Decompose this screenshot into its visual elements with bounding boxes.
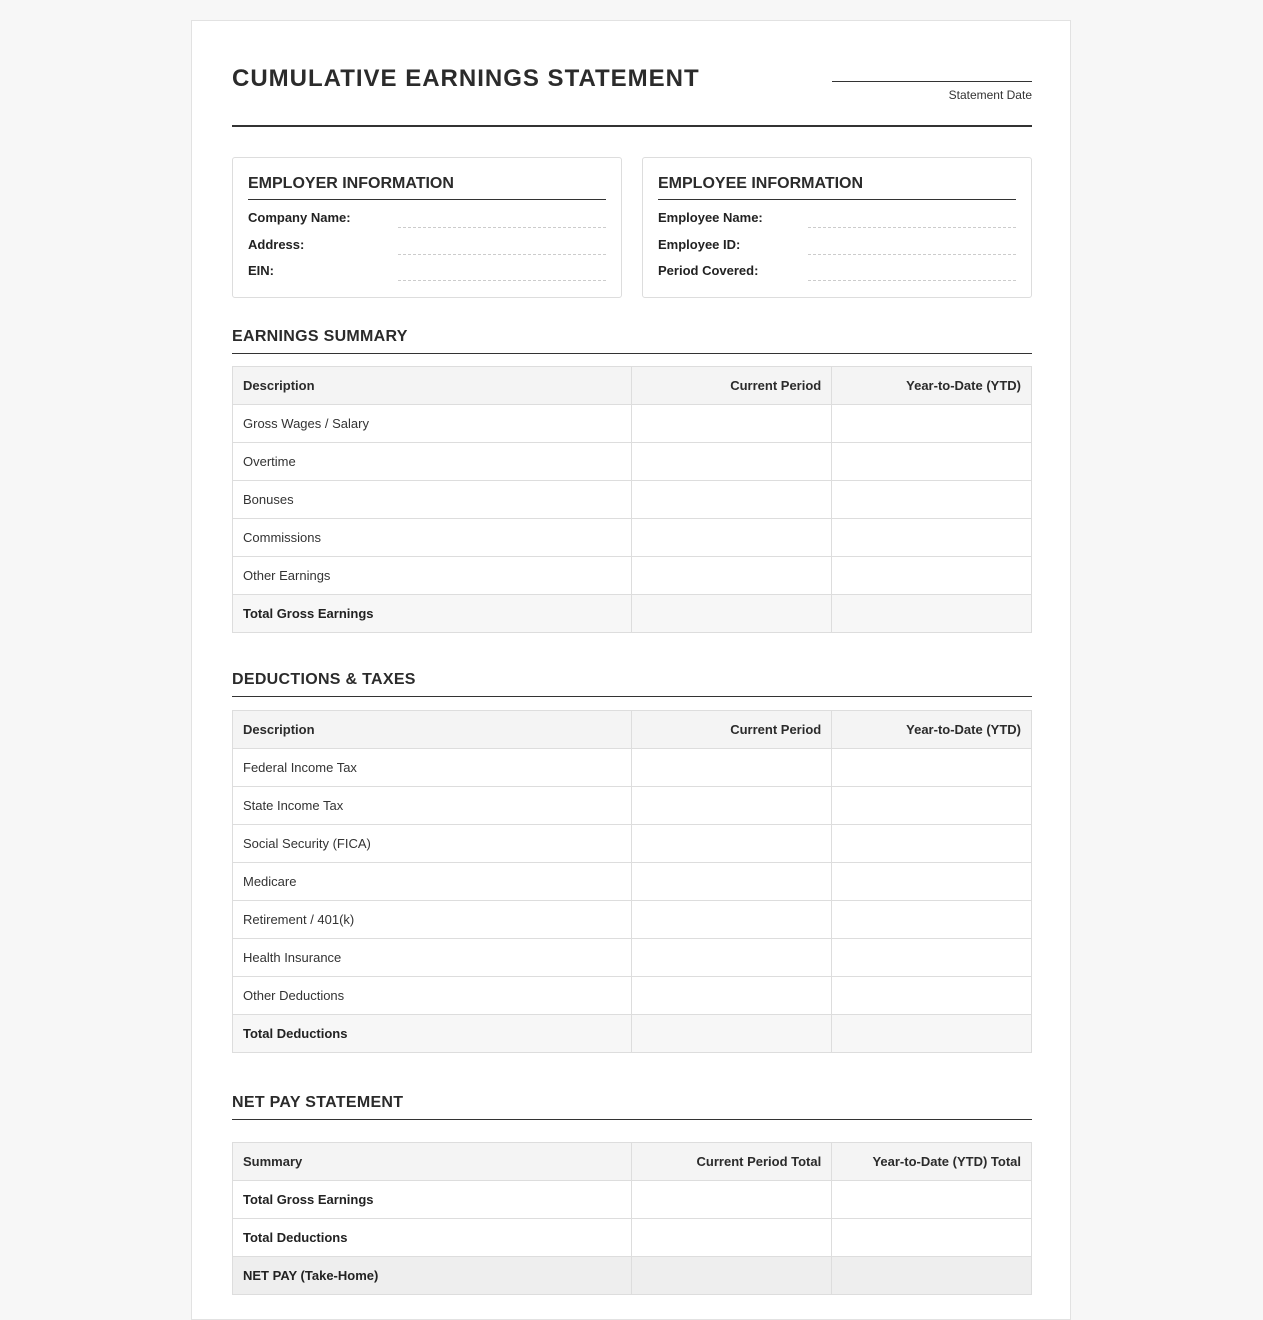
row-label: Medicare [233, 863, 632, 901]
column-header-current-total: Current Period Total [632, 1143, 832, 1181]
period-covered-row [658, 253, 1016, 280]
ein-row [248, 253, 606, 280]
ytd-cell[interactable] [832, 901, 1032, 939]
column-header-description: Description [233, 367, 632, 405]
ein-label: EIN: [248, 263, 274, 278]
table-row [233, 901, 1032, 939]
netpay-table [232, 1142, 1032, 1295]
ytd-cell[interactable] [832, 977, 1032, 1015]
employee-info-box [642, 157, 1032, 298]
ytd-cell[interactable] [832, 405, 1032, 443]
table-row [233, 1181, 1032, 1219]
employee-id-label: Employee ID: [658, 236, 741, 252]
statement-date-line[interactable] [832, 81, 1032, 82]
table-row [233, 749, 1032, 787]
ytd-cell[interactable] [832, 939, 1032, 977]
current-cell[interactable] [632, 787, 832, 825]
employee-info-title: EMPLOYEE INFORMATION [658, 158, 1016, 200]
statement-date [832, 81, 1032, 102]
row-label: Federal Income Tax [233, 749, 632, 787]
earnings-table [232, 366, 1032, 633]
row-label: Bonuses [233, 481, 632, 519]
table-row [233, 977, 1032, 1015]
ein-field[interactable] [398, 280, 606, 281]
current-cell[interactable] [632, 863, 832, 901]
column-header-ytd-total: Year-to-Date (YTD) Total [832, 1143, 1032, 1181]
ytd-cell[interactable] [832, 863, 1032, 901]
ytd-total-cell[interactable] [832, 595, 1032, 633]
current-cell[interactable] [632, 825, 832, 863]
current-cell[interactable] [632, 977, 832, 1015]
statement-date-label: Statement Date [948, 88, 1032, 102]
table-header-row [233, 367, 1032, 405]
current-cell[interactable] [632, 901, 832, 939]
current-total-cell[interactable] [632, 595, 832, 633]
ytd-cell[interactable] [832, 443, 1032, 481]
total-row [233, 1015, 1032, 1053]
table-header-row [233, 1143, 1032, 1181]
current-cell[interactable] [632, 481, 832, 519]
current-cell[interactable] [632, 519, 832, 557]
row-label: Other Deductions [233, 977, 632, 1015]
row-label: State Income Tax [233, 787, 632, 825]
net-pay-current-cell[interactable] [632, 1257, 832, 1295]
table-row [233, 443, 1032, 481]
row-label: Retirement / 401(k) [233, 901, 632, 939]
row-label: Health Insurance [233, 939, 632, 977]
page-title: CUMULATIVE EARNINGS STATEMENT [232, 65, 700, 92]
ytd-cell[interactable] [832, 481, 1032, 519]
net-pay-row [233, 1257, 1032, 1295]
address-row [248, 227, 606, 254]
row-label: Overtime [233, 443, 632, 481]
table-row [233, 787, 1032, 825]
column-header-current: Current Period [632, 711, 832, 749]
ytd-cell[interactable] [832, 1181, 1032, 1219]
current-total-cell[interactable] [632, 1015, 832, 1053]
ytd-cell[interactable] [832, 787, 1032, 825]
current-cell[interactable] [632, 405, 832, 443]
employer-info-title: EMPLOYER INFORMATION [248, 158, 606, 200]
total-row [233, 595, 1032, 633]
total-label: Total Deductions [233, 1015, 632, 1053]
company-name-label: Company Name: [248, 210, 351, 225]
header-divider [232, 125, 1032, 127]
row-label: Other Earnings [233, 557, 632, 595]
row-label: Total Gross Earnings [233, 1181, 632, 1219]
employee-id-row [658, 227, 1016, 254]
current-cell[interactable] [632, 443, 832, 481]
table-row [233, 1219, 1032, 1257]
ytd-total-cell[interactable] [832, 1015, 1032, 1053]
company-name-row [248, 200, 606, 227]
deductions-section-title: DEDUCTIONS & TAXES [232, 671, 1032, 697]
earnings-section-title: EARNINGS SUMMARY [232, 328, 1032, 354]
document-page [191, 20, 1071, 1320]
table-row [233, 557, 1032, 595]
row-label: Gross Wages / Salary [233, 405, 632, 443]
period-covered-field[interactable] [808, 280, 1016, 281]
column-header-description: Description [233, 711, 632, 749]
table-row [233, 863, 1032, 901]
table-row [233, 481, 1032, 519]
column-header-ytd: Year-to-Date (YTD) [832, 367, 1032, 405]
row-label: Total Deductions [233, 1219, 632, 1257]
table-row [233, 825, 1032, 863]
current-cell[interactable] [632, 557, 832, 595]
employee-name-row [658, 200, 1016, 227]
table-row [233, 939, 1032, 977]
row-label: Commissions [233, 519, 632, 557]
column-header-summary: Summary [233, 1143, 632, 1181]
total-label: Total Gross Earnings [233, 595, 632, 633]
column-header-current: Current Period [632, 367, 832, 405]
current-cell[interactable] [632, 1219, 832, 1257]
current-cell[interactable] [632, 749, 832, 787]
row-label: Social Security (FICA) [233, 825, 632, 863]
table-header-row [233, 711, 1032, 749]
netpay-section-title: NET PAY STATEMENT [232, 1094, 1032, 1120]
ytd-cell[interactable] [832, 749, 1032, 787]
employer-info-box [232, 157, 622, 298]
current-cell[interactable] [632, 1181, 832, 1219]
table-row [233, 405, 1032, 443]
ytd-cell[interactable] [832, 1219, 1032, 1257]
net-pay-label: NET PAY (Take-Home) [233, 1257, 632, 1295]
current-cell[interactable] [632, 939, 832, 977]
deductions-table [232, 710, 1032, 1053]
table-row [233, 519, 1032, 557]
ytd-cell[interactable] [832, 519, 1032, 557]
address-label: Address: [248, 236, 305, 252]
ytd-cell[interactable] [832, 825, 1032, 863]
period-covered-label: Period Covered: [658, 263, 759, 278]
column-header-ytd: Year-to-Date (YTD) [832, 711, 1032, 749]
net-pay-ytd-cell[interactable] [832, 1257, 1032, 1295]
ytd-cell[interactable] [832, 557, 1032, 595]
employee-name-label: Employee Name: [658, 210, 763, 225]
